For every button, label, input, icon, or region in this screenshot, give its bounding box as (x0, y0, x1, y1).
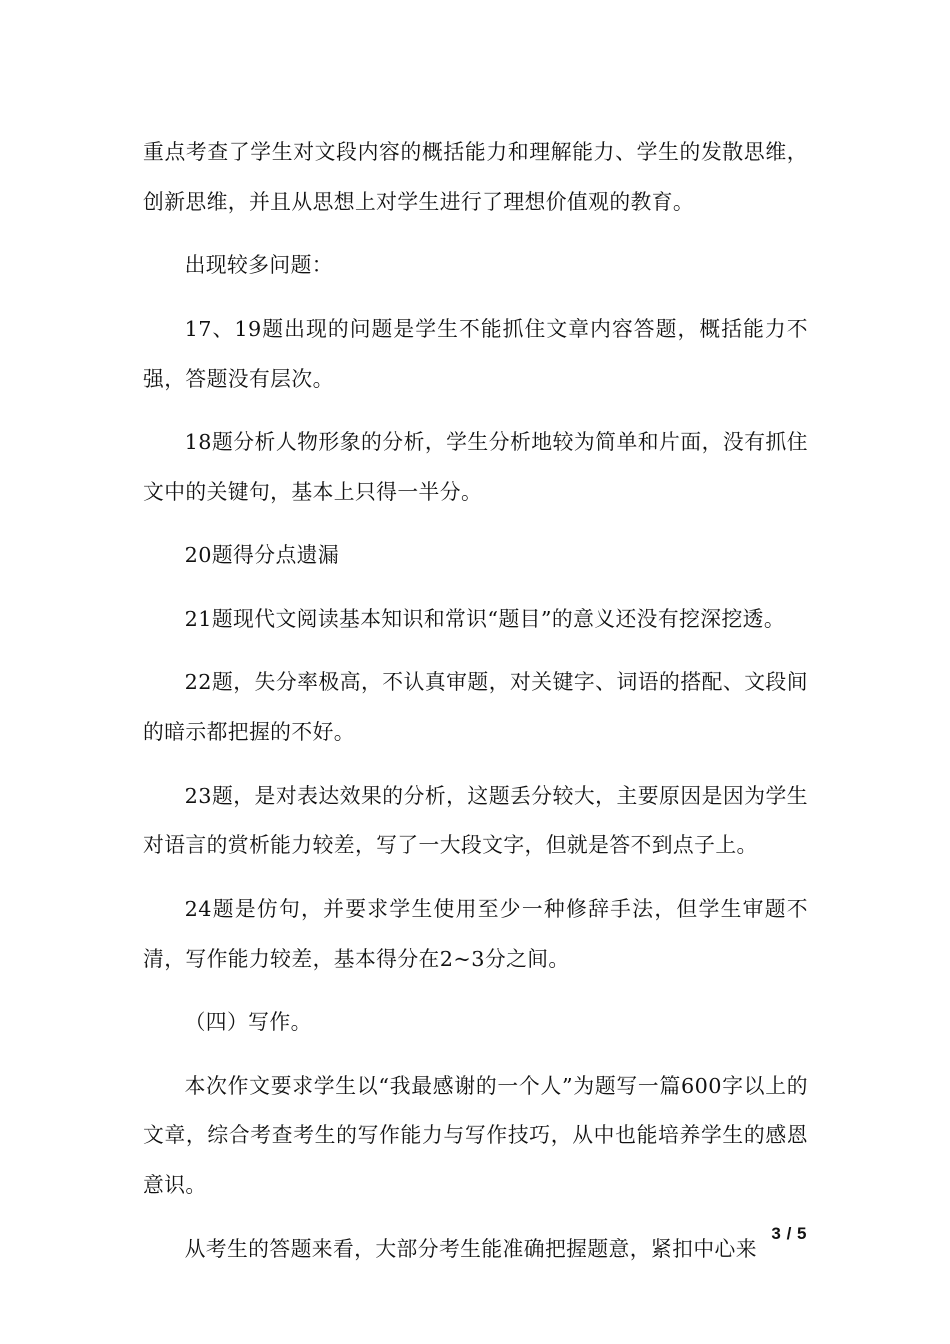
paragraph-12: 从考生的答题来看，大部分考生能准确把握题意，紧扣中心来 (184, 1236, 757, 1261)
page-number: 3 / 5 (771, 1224, 807, 1243)
paragraph-5: 20题得分点遗漏 (184, 543, 340, 568)
paragraph-2: 出现较多问题： (184, 253, 333, 278)
paragraph-9: 24题是仿句，并要求学生使用至少一种修辞手法，但学生审题不清，写作能力较差，基本得分在2~3分之间。 (143, 896, 808, 971)
section-heading-writing: （四）写作。 (184, 1010, 312, 1035)
paragraph-3: 17、19题出现的问题是学生不能抓住文章内容答题，概括能力不强，答题没有层次。 (143, 316, 808, 391)
paragraph-7: 22题，失分率极高，不认真审题，对关键字、词语的搭配、文段间的暗示都把握的不好。 (143, 670, 808, 745)
paragraph-4: 18题分析人物形象的分析，学生分析地较为简单和片面，没有抓住文中的关键句，基本上只得一半分。 (143, 430, 808, 504)
paragraph-8: 23题，是对表达效果的分析，这题丢分较大，主要原因是因为学生对语言的赏析能力较差，写了一大段文字，但就是答不到点子上。 (143, 783, 808, 858)
paragraph-1: 重点考查了学生对文段内容的概括能力和理解能力、学生的发散思维，创新思维，并且从思想上对学生进行了理想价值观的教育。 (143, 140, 808, 214)
paragraph-11: 本次作文要求学生以“我最感谢的一个人”为题写一篇600字以上的文章，综合考查考生的写作能力与写作技巧，从中也能培养学生的感恩意识。 (143, 1073, 808, 1198)
paragraph-6: 21题现代文阅读基本知识和常识“题目”的意义还没有挖深挖透。 (184, 606, 786, 631)
document-body (143, 128, 808, 1288)
